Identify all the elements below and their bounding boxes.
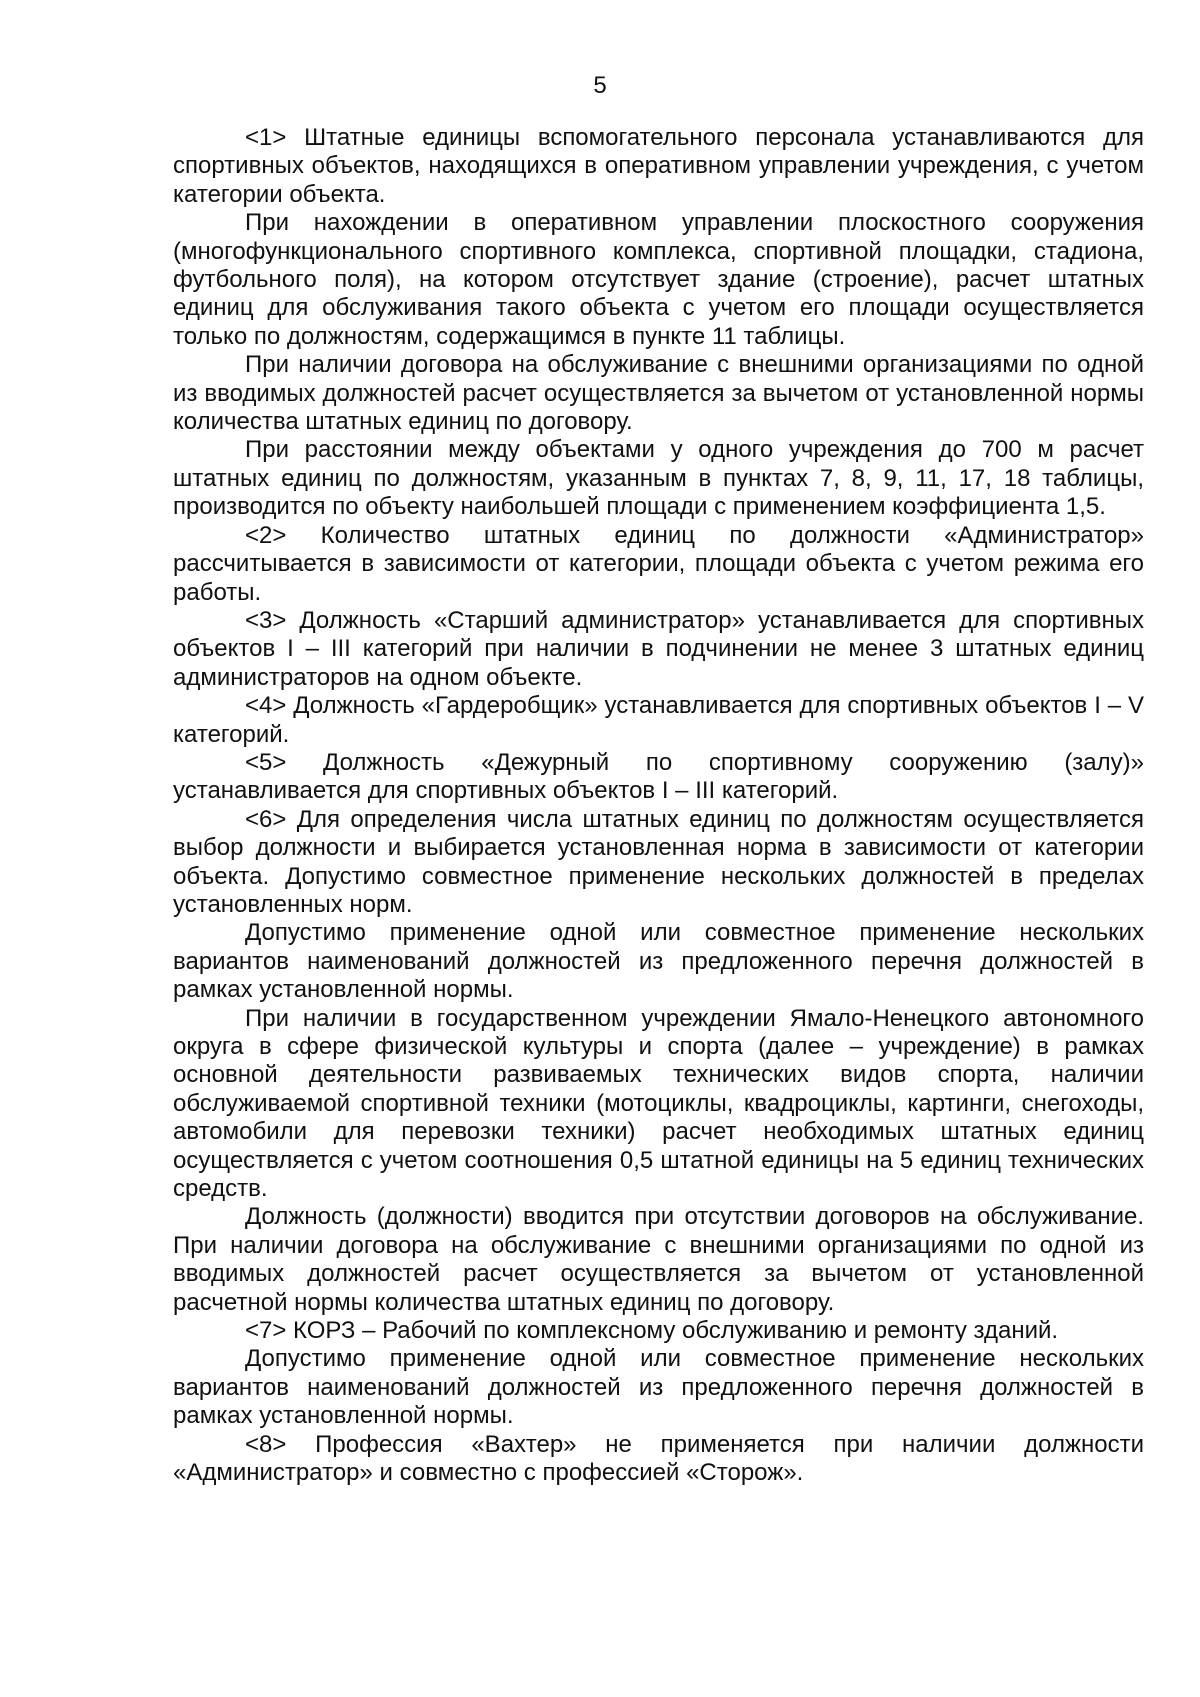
footnote-6-paragraph: <6> Для определения числа штатных единиц по должностям осуществляется выбор должности и выбирается установленная норма в зависимости от категории объекта. Допустимо совместное применение нескольких должностей в пределах установленных норм. bbox=[173, 805, 1144, 918]
footnote-1-paragraph: <1> Штатные единицы вспомогательного персонала устанавливаются для спортивных объектов, находящихся в оперативном управлении учреждения, с учетом категории объекта. bbox=[173, 124, 1144, 208]
footnote-7-paragraph: <7> КОРЗ – Рабочий по комплексному обслуживанию и ремонту зданий. bbox=[245, 1317, 1059, 1345]
document-body bbox=[173, 124, 1144, 1488]
footnote-2-paragraph: <2> Количество штатных единиц по должности «Администратор» рассчитывается в зависимости от категории, площади объекта с учетом режима его работы. bbox=[173, 521, 1144, 606]
position-variants-repeat-paragraph: Допустимо применение одной или совместное применение нескольких вариантов наименований должностей из предложенного перечня должностей в рамках установленной нормы. bbox=[173, 1345, 1144, 1430]
footnote-3-paragraph: <3> Должность «Старший администратор» устанавливается для спортивных объектов I – III категорий при наличии в подчинении не менее 3 штатных единиц администраторов на одном объекте. bbox=[173, 606, 1144, 691]
technical-sports-paragraph: При наличии в государственном учреждении Ямало-Ненецкого автономного округа в сфере физической культуры и спорта (далее – учреждение) в рамках основной деятельности развиваемых технических видов спорта, наличии обслуживаемой спортивной техники (мотоциклы, квадроциклы, картинги, снегоходы, автомобили для перевозки техники) расчет необходимых штатных единиц осуществляется с учетом соотношения 0,5 штатной единицы на 5 единиц технических средств. bbox=[173, 1004, 1144, 1203]
position-contract-paragraph: Должность (должности) вводится при отсутствии договоров на обслуживание. При наличии договора на обслуживание с внешними организациями по одной из вводимых должностей расчет осуществляется за вычетом от установленной расчетной нормы количества штатных единиц по договору. bbox=[173, 1203, 1144, 1316]
footnote-4-paragraph: <4> Должность «Гардеробщик» устанавливается для спортивных объектов I – V категорий. bbox=[173, 692, 1144, 748]
service-contract-paragraph: При наличии договора на обслуживание с внешними организациями по одной из вводимых должностей расчет осуществляется за вычетом от установленной нормы количества штатных единиц по договору. bbox=[173, 351, 1144, 436]
footnote-8-paragraph: <8> Профессия «Вахтер» не применяется при наличии должности «Администратор» и совместно с профессией «Сторож». bbox=[173, 1430, 1144, 1487]
distance-between-objects-paragraph: При расстоянии между объектами у одного учреждения до 700 м расчет штатных единиц по должностям, указанным в пунктах 7, 8, 9, 11, 17, 18 таблицы, производится по объекту наибольшей площади с применением коэффициента 1,5. bbox=[173, 436, 1144, 521]
page-number: 5 bbox=[593, 72, 607, 99]
position-variants-paragraph: Допустимо применение одной или совместное применение нескольких вариантов наименований должностей из предложенного перечня должностей в рамках установленной нормы. bbox=[173, 919, 1144, 1004]
footnote-5-paragraph: <5> Должность «Дежурный по спортивному сооружению (залу)» устанавливается для спортивных объектов I – III категорий. bbox=[173, 748, 1144, 805]
planar-facility-paragraph: При нахождении в оперативном управлении плоскостного сооружения (многофункционального спортивного комплекса, спортивной площадки, стадиона, футбольного поля), на котором отсутствует здание (строение), расчет штатных единиц для обслуживания такого объекта с учетом его площади осуществляется только по должностям, содержащимся в пункте 11 таблицы. bbox=[173, 209, 1144, 350]
